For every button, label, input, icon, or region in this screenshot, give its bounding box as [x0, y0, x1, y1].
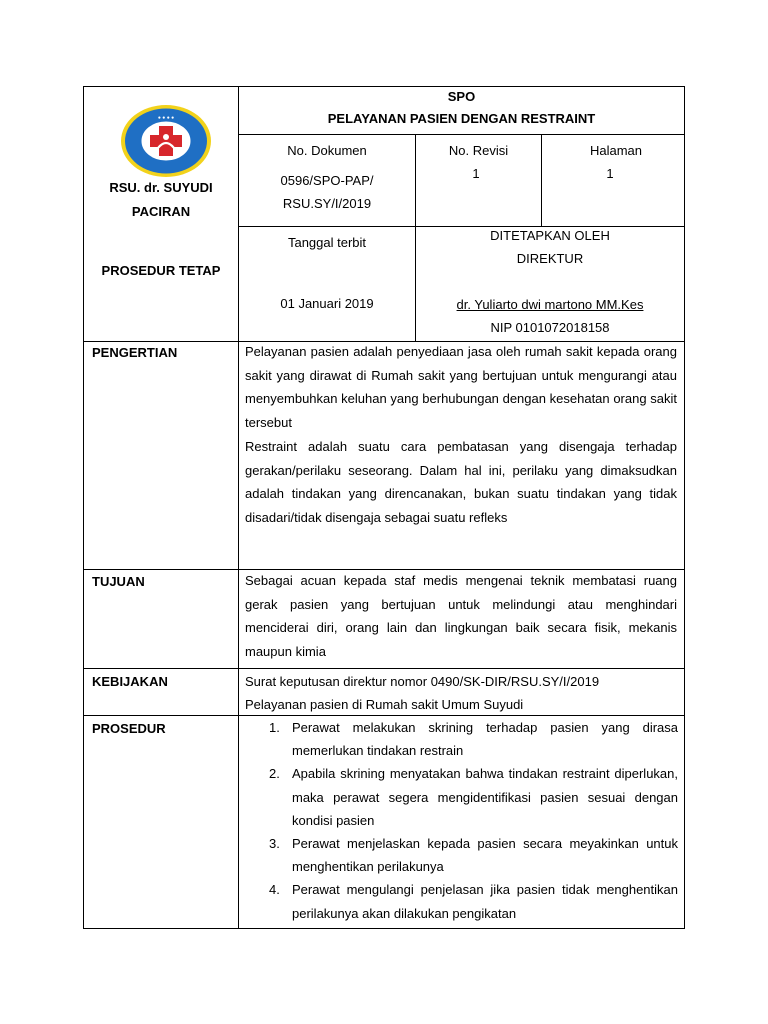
- step-number: 4.: [269, 882, 280, 898]
- table-border-top: [83, 86, 685, 87]
- step-text: Perawat menjelaskan kepada pasien secara meyakinkan untuk menghentikan perilakunya: [292, 836, 678, 875]
- pengertian-label: PENGERTIAN: [92, 345, 178, 360]
- no-revisi-label: No. Revisi: [448, 143, 509, 158]
- ditetapkan-direktur: DIREKTUR: [516, 251, 584, 266]
- step-number: 1.: [269, 720, 280, 735]
- direktur-name: dr. Yuliarto dwi martono MM.Kes: [456, 297, 644, 312]
- tujuan-bottom: [83, 668, 685, 669]
- halaman-value: 1: [606, 166, 614, 181]
- svg-text:● ● ● ●: ● ● ● ●: [157, 115, 175, 121]
- pengertian-paragraph-1: Pelayanan pasien adalah penyediaan jasa oleh rumah sakit kepada orang sakit yang dirawat di Rumah sakit yang bertujuan untuk mengurangi atau menyembuhkan keluhan yang berhubungan dengan kesehatan orang sakit tersebut: [245, 344, 677, 430]
- tujuan-label: TUJUAN: [92, 574, 145, 589]
- no-dokumen-value-line1: 0596/SPO-PAP/: [280, 173, 374, 188]
- title-divider: [238, 134, 685, 135]
- table-border-right: [684, 86, 685, 929]
- document-title: PELAYANAN PASIEN DENGAN RESTRAINT: [327, 111, 596, 126]
- prosedur-step: [245, 716, 678, 762]
- hospital-name-line1: RSU. dr. SUYUDI: [109, 180, 213, 195]
- prosedur-steps: [245, 716, 678, 925]
- tanggal-terbit-label: Tanggal terbit: [287, 235, 367, 250]
- step-text: Perawat mengulangi penjelasan jika pasien tidak menghentikan perilakunya akan dilakukan pengikatan: [292, 882, 678, 921]
- step-number: 3.: [269, 836, 280, 852]
- step-text: Apabila skrining menyatakan bahwa tindakan restraint diperlukan, maka perawat segera mengidentifikasi pasien sesuai dengan kondisi pasien: [292, 766, 678, 828]
- tujuan-text: Sebagai acuan kepada staf medis mengenai teknik membatasi ruang gerak pasien yang bertujuan untuk melindungi atau menghindari menciderai diri, orang lain dan lingkungan baik secara fisik, mekanis maupun kimia: [245, 573, 677, 659]
- kebijakan-line-1: Surat keputusan direktur nomor 0490/SK-DIR/RSU.SY/I/2019: [245, 674, 600, 689]
- prosedur-step: [245, 762, 678, 832]
- no-dokumen-label: No. Dokumen: [287, 143, 367, 158]
- tanggal-terbit-value: 01 Januari 2019: [280, 296, 374, 311]
- halaman-label: Halaman: [589, 143, 643, 158]
- step-number: 2.: [269, 766, 280, 782]
- prosedur-label: PROSEDUR: [92, 721, 166, 736]
- step-text: Perawat melakukan skrining terhadap pasien yang dirasa memerlukan tindakan restrain: [292, 720, 678, 759]
- table-border-bottom: [83, 928, 685, 929]
- prosedur-step: [245, 832, 678, 878]
- kebijakan-line-2: Pelayanan pasien di Rumah sakit Umum Suyudi: [245, 697, 524, 712]
- hospital-name-line2: PACIRAN: [131, 204, 191, 219]
- spo-label: SPO: [447, 89, 476, 104]
- kebijakan-label: KEBIJAKAN: [92, 674, 168, 689]
- pengertian-paragraph-2: Restraint adalah suatu cara pembatasan yang disengaja terhadap gerakan/perilaku seseorang. Dalam hal ini, perilaku yang dimaksudkan adalah tindakan yang direncanakan, bukan suatu tindakan yang tidak disadari/tidak disengaja sebagai suatu refleks: [245, 439, 677, 525]
- prosedur-step: [245, 878, 678, 924]
- ditetapkan-oleh: DITETAPKAN OLEH: [490, 228, 610, 243]
- no-dokumen-value-line2: RSU.SY/I/2019: [282, 196, 372, 211]
- prosedur-tetap-label: PROSEDUR TETAP: [101, 263, 221, 278]
- direktur-nip: NIP 0101072018158: [490, 320, 610, 335]
- no-revisi-value: 1: [472, 166, 480, 181]
- label-column-divider: [238, 86, 239, 929]
- hospital-logo: [120, 104, 212, 178]
